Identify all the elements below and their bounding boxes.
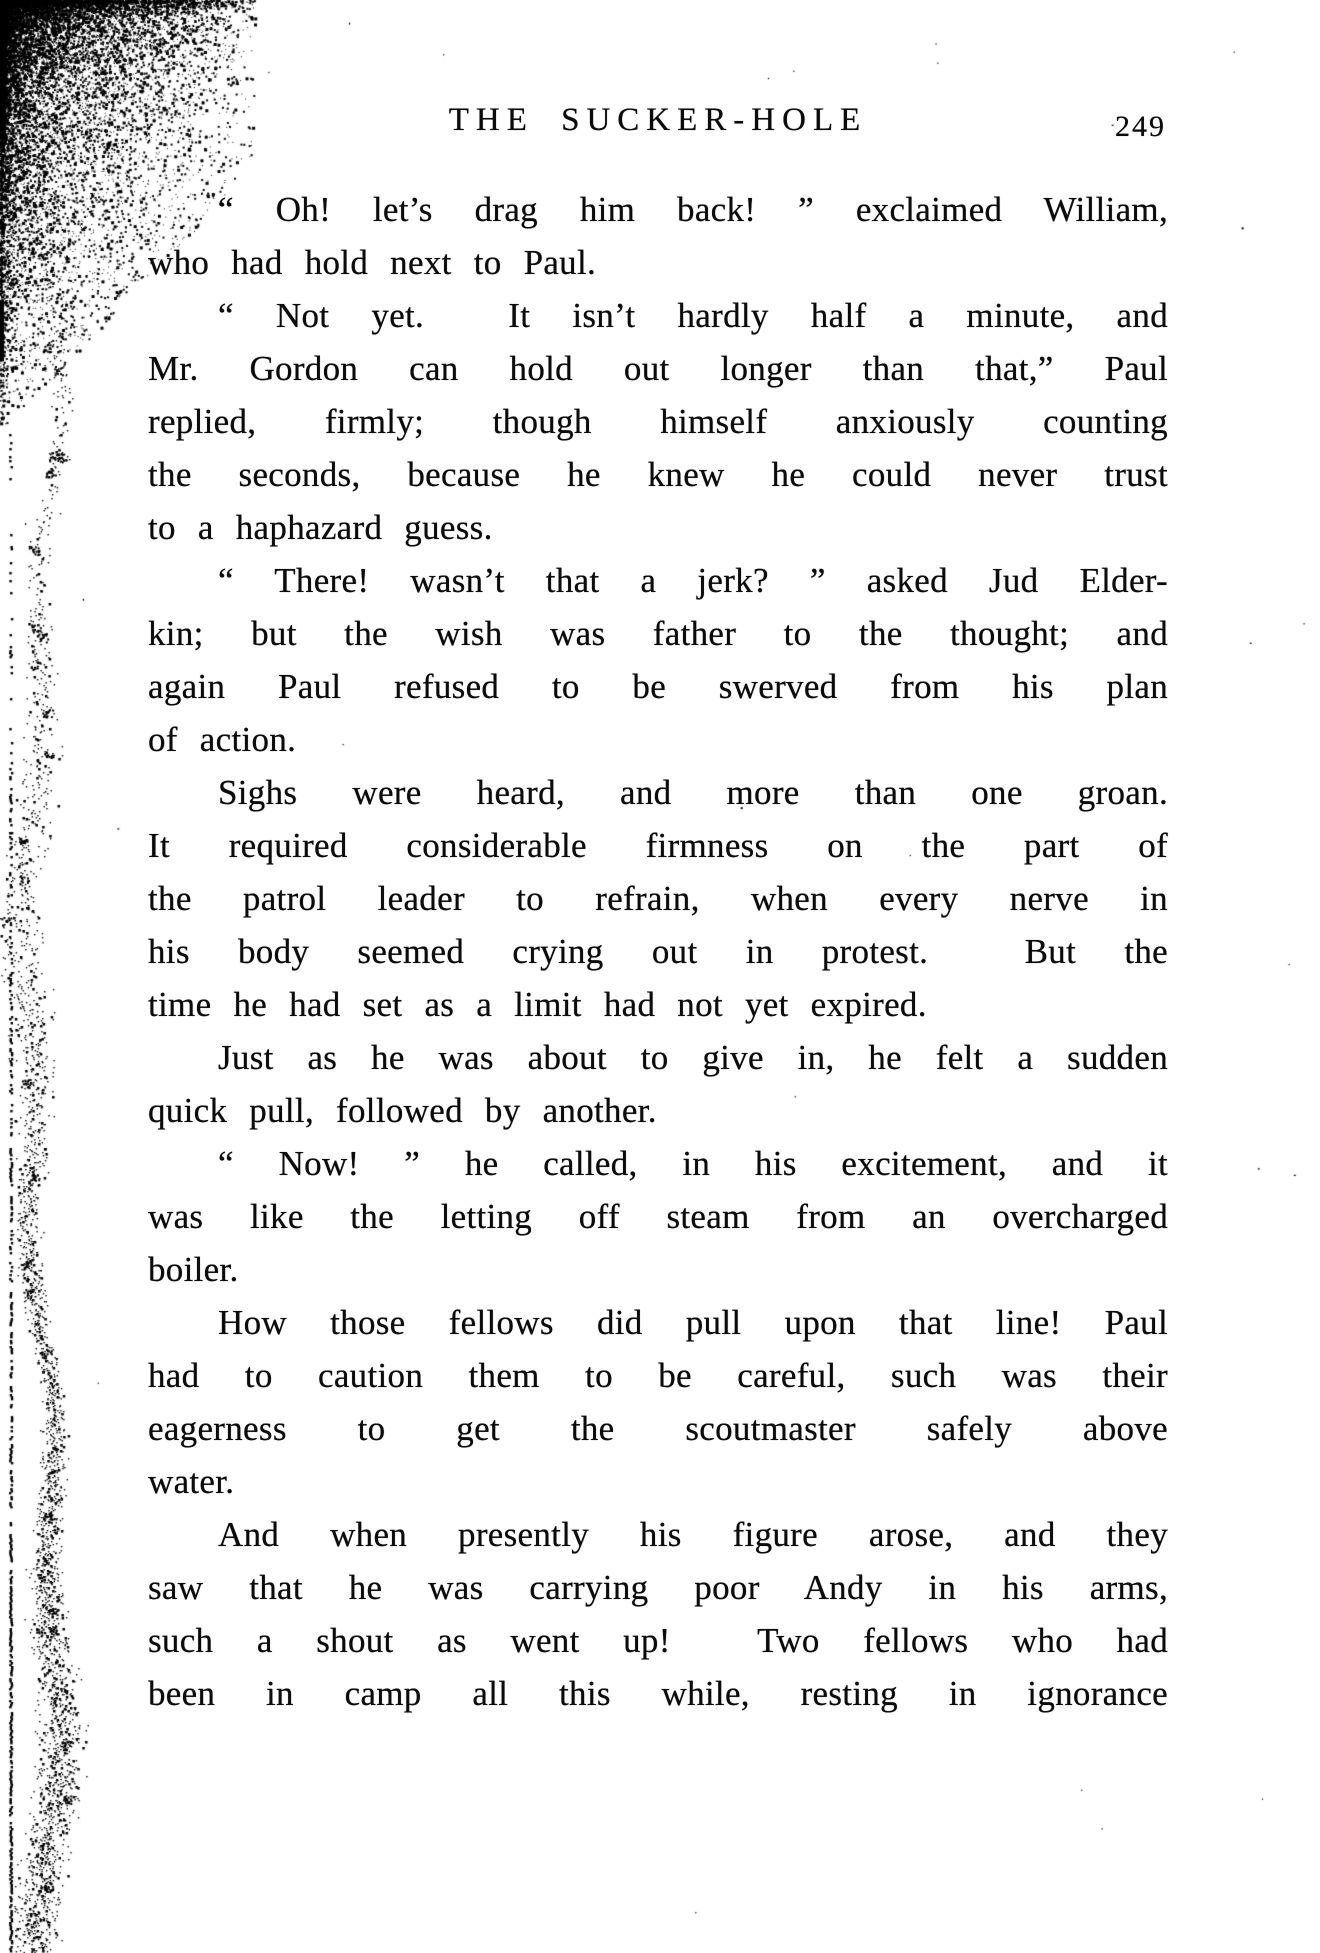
text-line: his body seemed crying out in protest. But the <box>148 932 1168 971</box>
text-line: such a shout as went up! Two fellows who had <box>148 1621 1168 1660</box>
paragraph <box>148 766 1168 1031</box>
text-line: Just as he was about to give in, he felt a sudden <box>218 1038 1168 1077</box>
text-line: the seconds, because he knew he could never trust <box>148 455 1168 494</box>
paragraph <box>148 289 1168 554</box>
text-line: “ There! wasn’t that a jerk? ” asked Jud Elder- <box>218 561 1168 600</box>
running-title: THE SUCKER-HOLE <box>448 102 868 138</box>
text-line: who had hold next to Paul. <box>148 243 597 282</box>
paragraph <box>148 1031 1168 1137</box>
text-line: the patrol leader to refrain, when every nerve in <box>148 879 1168 918</box>
text-line: had to caution them to be careful, such was their <box>148 1356 1168 1395</box>
text-line: was like the letting off steam from an overcharged <box>148 1197 1168 1236</box>
text-line: How those fellows did pull upon that line! Paul <box>218 1303 1168 1342</box>
text-line: eagerness to get the scoutmaster safely above <box>148 1409 1168 1448</box>
text-line: boiler. <box>148 1250 239 1289</box>
page-header <box>148 102 1168 162</box>
text-line: quick pull, followed by another. <box>148 1091 657 1130</box>
text-line: “ Oh! let’s drag him back! ” exclaimed William, <box>218 190 1168 229</box>
text-line: again Paul refused to be swerved from his plan <box>148 667 1168 706</box>
text-line: It required considerable firmness on the part of <box>148 826 1168 865</box>
paragraph <box>148 1296 1168 1508</box>
text-line: Mr. Gordon can hold out longer than that,” Paul <box>148 349 1168 388</box>
page-number: 249 <box>1115 110 1166 143</box>
text-line: And when presently his figure arose, and they <box>218 1515 1168 1554</box>
paragraph <box>148 1137 1168 1296</box>
paragraph <box>148 183 1168 289</box>
page-text <box>148 183 1168 1720</box>
text-line: “ Now! ” he called, in his excitement, and it <box>218 1144 1168 1183</box>
text-line: kin; but the wish was father to the thought; and <box>148 614 1168 653</box>
text-line: replied, firmly; though himself anxiously counting <box>148 402 1168 441</box>
text-line: been in camp all this while, resting in ignorance <box>148 1674 1168 1713</box>
text-line: Sighs were heard, and more than one groan. <box>218 773 1168 812</box>
text-line: time he had set as a limit had not yet expired. <box>148 985 927 1024</box>
text-line: “ Not yet. It isn’t hardly half a minute, and <box>218 296 1168 335</box>
paragraph <box>148 554 1168 766</box>
text-line: of action. <box>148 720 297 759</box>
paragraph <box>148 1508 1168 1720</box>
text-line: to a haphazard guess. <box>148 508 493 547</box>
text-line: water. <box>148 1462 235 1501</box>
text-line: saw that he was carrying poor Andy in his arms, <box>148 1568 1168 1607</box>
